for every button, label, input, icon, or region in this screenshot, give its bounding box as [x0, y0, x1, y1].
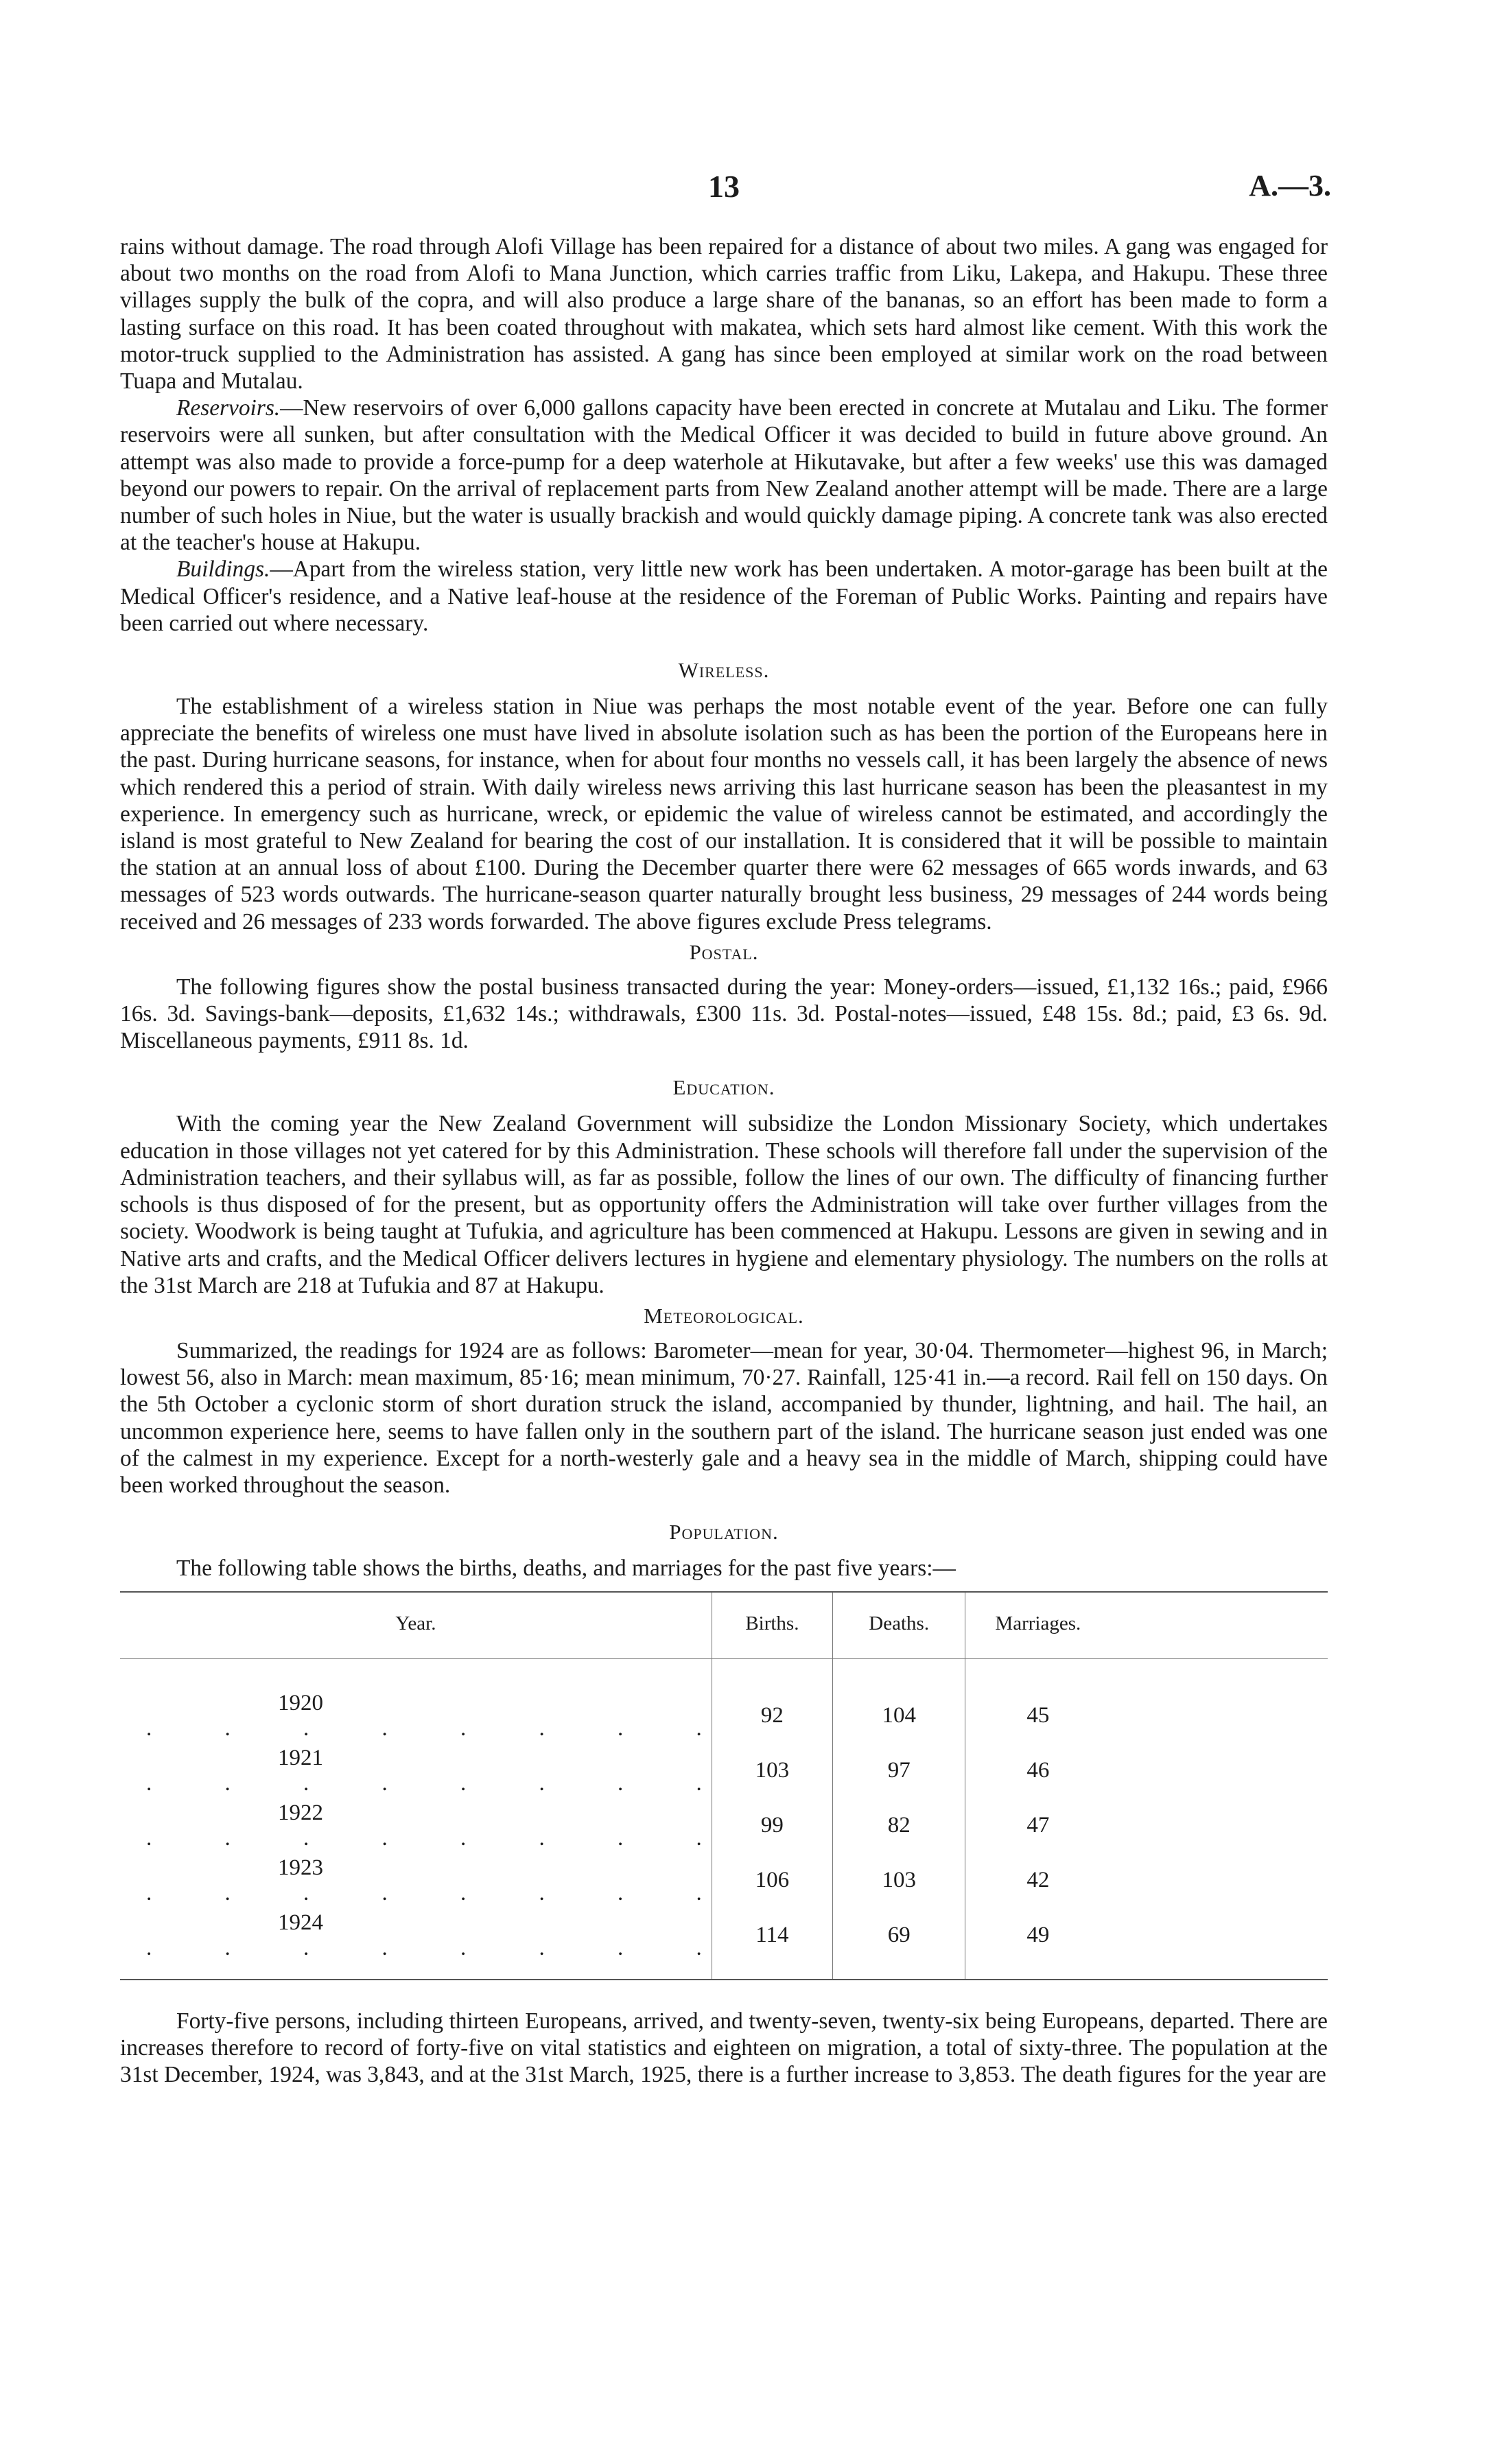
buildings-lead: Buildings. — [176, 556, 270, 583]
year-cell: 1923 — [278, 1855, 323, 1880]
births-cell: 99 — [712, 1798, 832, 1853]
deaths-cell: 69 — [832, 1908, 965, 1980]
dot-leader: . . . . . . . . — [146, 1825, 702, 1851]
wireless-heading: Wireless. — [678, 658, 770, 683]
buildings-text: —Apart from the wireless station, very little new work has been undertaken. A motor-garage has been built at the Medical Officer's residence, and a Native leaf-house at the residence of the Foreman of Public Works. Painting and repairs have been carried out where necessary. — [120, 556, 1328, 636]
column-header-births: Births. — [712, 1592, 832, 1658]
dot-leader: . . . . . . . . — [146, 1715, 702, 1741]
births-cell: 106 — [712, 1853, 832, 1908]
marriages-cell: 42 — [965, 1853, 1110, 1908]
births-cell: 92 — [712, 1658, 832, 1744]
wireless-paragraph: The establishment of a wireless station in Niue was perhaps the most notable event of the year. Before one can fully appreciate the benefits of wireless one must have lived in absolute isolation such as has been the portion of the Europeans here in the past. During hurricane seasons, for instance, when for about four months no vessels call, it has been largely the absence of news which rendered this a period of strain. With daily wireless news arriving this last hurricane season has been the pleasantest in my experience. In emergency such as hurricane, wreck, or epidemic the value of wireless cannot be estimated, and accordingly the island is most grateful to New Zealand for bearing the cost of our installation. It is considered that it will be possible to maintain the station at an annual loss of about £100. During the December quarter there were 62 messages of 665 words inwards, and 63 messages of 523 words outwards. The hurricane-season quarter naturally brought less business, 29 messages of 244 words being received and 26 messages of 233 words forwarded. The above figures exclude Press telegrams. — [120, 694, 1328, 935]
column-header-deaths: Deaths. — [832, 1592, 965, 1658]
deaths-cell: 97 — [832, 1744, 965, 1798]
population-followup-paragraph: Forty-five persons, including thirteen Europeans, arrived, and twenty-seven, twenty-six being Europeans, departed. There are increases therefore to record of forty-five on vital statistics and eighteen on migration, a total of sixty-three. The population at the 31st December, 1924, was 3,843, and at the 31st March, 1925, there is a further increase to 3,853. The death figures for the year are — [120, 2008, 1328, 2087]
table-header-row — [120, 1592, 1328, 1658]
meteorological-paragraph: Summarized, the readings for 1924 are as follows: Barometer—mean for year, 30·04. Thermometer—highest 96, in March; lowest 56, also in March: mean maximum, 85·16; mean minimum, 70·27. Rainfall, 125·41 in.—a record. Rail fell on 150 days. On the 5th October a cyclonic storm of short duration struck the island, accompanied by thunder, lightning, and hail. The hail, an uncommon experience here, seems to have fallen only in the southern part of the island. The hurricane season just ended was one of the calmest in my experience. Except for a north-westerly gale and a heavy sea in the middle of March, shipping could have been worked throughout the season. — [120, 1337, 1328, 1498]
marriages-cell: 47 — [965, 1798, 1110, 1853]
reservoirs-paragraph — [120, 395, 1328, 556]
year-cell: 1922 — [278, 1800, 323, 1825]
table-row — [120, 1658, 1328, 1744]
population-table — [120, 1591, 1328, 1980]
postal-heading: Postal. — [689, 939, 759, 964]
dot-leader: . . . . . . . . — [146, 1935, 702, 1960]
reservoirs-text: —New reservoirs of over 6,000 gallons capacity have been erected in concrete at Mutalau and Liku. The former reservoirs were all sunken, but after consultation with the Medical Officer it was decided to build in future above ground. An attempt was also made to provide a force-pump for a deep waterhole at Hikutavake, but after a few weeks' use this was damaged beyond our powers to repair. On the arrival of replacement parts from New Zealand another attempt will be made. There are a large number of such holes in Niue, but the water is usually brackish and would quickly damage piping. A concrete tank was also erected at the teacher's house at Hakupu. — [120, 395, 1328, 556]
roads-paragraph: rains without damage. The road through Alofi Village has been repaired for a distance of about two miles. A gang was engaged for about two months on the road from Alofi to Mana Junction, which carries traffic from Liku, Lakepa, and Hakupu. These three villages supply the bulk of the copra, and will also produce a large share of the bananas, so an effort has been made to form a lasting surface on this road. It has been coated throughout with makatea, which sets hard almost like cement. With this work the motor-truck supplied to the Administration has assisted. A gang has since been employed at similar work on the road between Tuapa and Mutalau. — [120, 234, 1328, 395]
population-table-wrapper — [120, 1591, 1328, 1980]
year-cell: 1921 — [278, 1745, 323, 1770]
postal-paragraph: The following figures show the postal business transacted during the year: Money-orders—issued, £1,132 16s.; paid, £966 16s. 3d. Savings-bank—deposits, £1,632 14s.; withdrawals, £300 11s. 3d. Postal-notes—issued, £48 15s. 8d.; paid, £3 6s. 9d. Miscellaneous payments, £911 8s. 1d. — [120, 974, 1328, 1054]
dot-leader: . . . . . . . . — [146, 1880, 702, 1905]
education-paragraph: With the coming year the New Zealand Government will subsidize the London Missionary Society, which undertakes education in those villages not yet catered for by this Administration. These schools will therefore fall under the supervision of the Administration teachers, and their syllabus will, as far as possible, follow the lines of our own. The difficulty of financing further schools is thus disposed of for the present, but as opportunity offers the Administration will take over further villages from the society. Woodwork is being taught at Tufukia, and agriculture has been commenced at Hakupu. Lessons are given in sewing and in Native arts and crafts, and the Medical Officer delivers lectures in hygiene and elementary physiology. The numbers on the rolls at the 31st March are 218 at Tufukia and 87 at Hakupu. — [120, 1111, 1328, 1298]
births-cell: 103 — [712, 1744, 832, 1798]
table-row — [120, 1908, 1328, 1980]
education-heading: Education. — [672, 1075, 775, 1100]
page-body — [120, 233, 1328, 2088]
deaths-cell: 104 — [832, 1658, 965, 1744]
buildings-paragraph — [120, 556, 1328, 637]
marriages-cell: 45 — [965, 1658, 1110, 1744]
column-header-marriages: Marriages. — [965, 1592, 1110, 1658]
population-heading: Population. — [669, 1520, 779, 1545]
table-row — [120, 1853, 1328, 1908]
deaths-cell: 103 — [832, 1853, 965, 1908]
year-cell: 1924 — [278, 1910, 323, 1935]
marriages-cell: 49 — [965, 1908, 1110, 1980]
page-header — [117, 168, 1331, 216]
page-number: 13 — [708, 169, 740, 204]
column-header-year: Year. — [120, 1592, 712, 1658]
table-row — [120, 1744, 1328, 1798]
dot-leader: . . . . . . . . — [146, 1770, 702, 1796]
population-intro: The following table shows the births, deaths, and marriages for the past five years:— — [176, 1556, 956, 1582]
column-header-spacer — [1110, 1592, 1328, 1658]
meteorological-heading: Meteorological. — [644, 1303, 804, 1328]
births-cell: 114 — [712, 1908, 832, 1980]
marriages-cell: 46 — [965, 1744, 1110, 1798]
document-reference: A.—3. — [1249, 169, 1331, 202]
deaths-cell: 82 — [832, 1798, 965, 1853]
reservoirs-lead: Reservoirs. — [176, 395, 281, 421]
table-row — [120, 1798, 1328, 1853]
year-cell: 1920 — [278, 1690, 323, 1715]
